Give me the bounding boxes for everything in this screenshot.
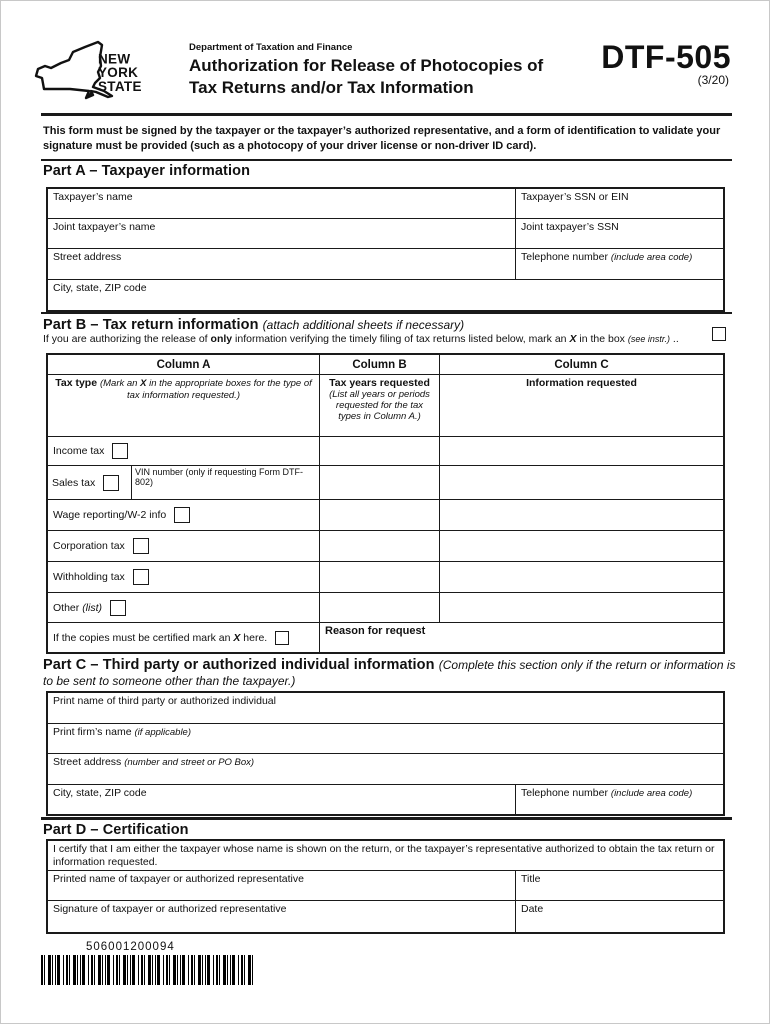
income-tax-row-label-cell [48,437,320,465]
part-c-heading-text: Part C – Third party or authorized individual information [43,657,439,673]
title-label: Title [521,873,541,885]
telephone-label: Telephone number [521,251,611,263]
third-party-phone-label: Telephone number [521,787,611,799]
vin-number-label: VIN number (only if requesting Form DTF-802) [135,467,304,487]
part-d-heading: Part D – Certification [43,822,189,838]
certified-copies-label [53,632,267,644]
tax-type-desc-i1: (Mark an [99,378,141,389]
joint-taxpayer-name-label: Joint taxpayer’s name [53,221,156,233]
taxpayer-ssn-label: Taxpayer’s SSN or EIN [521,191,629,203]
printed-name-label: Printed name of taxpayer or authorized representative [53,873,304,885]
sales-tax-label-box [48,466,131,499]
part-d-divider [41,817,732,820]
tax-type-column-description [48,375,320,436]
title-field[interactable] [516,871,723,900]
department-name: Department of Taxation and Finance [189,42,353,53]
header-divider [41,113,732,116]
part-b-table [46,353,725,654]
withholding-tax-years-field[interactable] [320,562,440,592]
timely-filing-only-checkbox[interactable] [712,327,726,341]
form-number: DTF-505 [601,39,731,75]
wage-reporting-row-label-cell [48,500,320,530]
form-title [189,55,543,98]
sales-tax-checkbox[interactable] [103,475,119,491]
city-state-zip-label: City, state, ZIP code [53,282,147,294]
joint-taxpayer-ssn-label: Joint taxpayer’s SSN [521,221,619,233]
corporation-info-requested-field[interactable] [440,531,723,561]
taxpayer-ssn-field[interactable] [516,189,723,218]
income-tax-checkbox[interactable] [112,443,128,459]
part-b-heading-note: (attach additional sheets if necessary) [262,318,465,332]
barcode [41,955,255,985]
form-title-line2: Tax Returns and/or Tax Information [189,77,474,97]
tax-type-desc-bold: Tax type [55,377,100,389]
tax-years-desc-italic: (List all years or periods requested for the tax types in Column A.) [329,389,430,422]
tax-years-column-description [320,375,440,436]
certification-statement: I certify that I am either the taxpayer whose name is shown on the return, or the taxpayer’s representative authorized to obtain the tax return or information requested. [53,843,715,868]
part-b-instruction-text3: in the box [576,333,628,345]
taxpayer-name-label: Taxpayer’s name [53,191,133,203]
part-b-divider [41,312,732,314]
income-info-requested-field[interactable] [440,437,723,465]
logo-line-state: STATE [98,78,142,95]
certified-text1: If the copies must be certified mark an [53,631,234,644]
part-c-heading-note: (Complete this section only if the return or information is to be sent to someone other than the taxpayer.) [43,658,736,688]
part-a-table [46,187,725,312]
column-b-header: Column B [320,355,440,374]
other-tax-label-italic: (list) [82,601,103,614]
corporation-tax-years-field[interactable] [320,531,440,561]
sales-tax-years-field[interactable] [320,466,440,499]
telephone-label-note: (include area code) [610,252,693,263]
street-address-field[interactable] [48,249,516,279]
part-b-instruction-text: If you are authorizing the release of [43,333,211,345]
firm-name-note: (if applicable) [134,727,191,738]
signature-field[interactable] [48,901,516,932]
part-d-table [46,839,725,934]
firm-name-field[interactable] [48,724,723,753]
third-party-name-field[interactable] [48,693,723,723]
third-party-street-note: (number and street or PO Box) [124,757,255,768]
sales-tax-label: Sales tax [52,476,96,489]
telephone-field[interactable] [516,249,723,279]
third-party-phone-note: (include area code) [610,788,693,799]
withholding-tax-row-label-cell [48,562,320,592]
reason-for-request-field[interactable] [320,623,723,652]
sales-info-requested-field[interactable] [440,466,723,499]
tax-years-desc-bold: Tax years requested [329,377,430,389]
city-state-zip-field[interactable] [48,280,723,310]
third-party-phone-field[interactable] [516,785,723,814]
wage-reporting-label: Wage reporting/W-2 info [53,509,167,521]
information-requested-column-description [440,375,723,436]
form-revision: (3/20) [697,73,729,87]
joint-taxpayer-ssn-field[interactable] [516,219,723,248]
certified-copies-checkbox[interactable] [275,631,289,645]
column-a-header: Column A [48,355,320,374]
third-party-street-field[interactable] [48,754,723,784]
form-title-line1: Authorization for Release of Photocopies of [189,56,544,75]
withholding-info-requested-field[interactable] [440,562,723,592]
withholding-tax-checkbox[interactable] [133,569,149,585]
other-tax-years-field[interactable] [320,593,440,622]
withholding-tax-label: Withholding tax [53,571,125,583]
corporation-tax-checkbox[interactable] [133,538,149,554]
printed-name-field[interactable] [48,871,516,900]
wage-tax-years-field[interactable] [320,500,440,530]
corporation-tax-label: Corporation tax [53,540,125,552]
income-tax-years-field[interactable] [320,437,440,465]
vin-number-field[interactable] [131,466,319,499]
taxpayer-name-field[interactable] [48,189,516,218]
other-tax-label-text: Other [53,601,83,614]
part-b-heading [43,316,464,334]
signature-label: Signature of taxpayer or authorized representative [53,903,287,915]
column-c-header: Column C [554,358,609,371]
sales-tax-row-label-cell [48,466,320,499]
street-address-label: Street address [53,251,122,263]
other-tax-row-label-cell [48,593,320,622]
other-tax-checkbox[interactable] [110,600,126,616]
part-b-instruction-x: X [569,333,577,345]
tax-type-desc-i2: in the appropriate boxes for the type of tax information requested.) [126,378,312,401]
logo-wordmark [98,52,142,93]
part-b-instruction-see-instr: (see instr.) [627,334,671,344]
certified-x: X [233,631,241,644]
info-requested-desc-bold: Information requested [526,377,637,389]
part-b-instruction-only: only [210,333,233,345]
tax-type-desc-x: X [140,378,147,389]
firm-name-label: Print firm’s name [53,726,135,738]
joint-taxpayer-name-field[interactable] [48,219,516,248]
part-b-instruction-text2: information verifying the timely filing of tax returns listed below, mark an [232,333,570,345]
other-tax-label [53,602,102,614]
income-tax-label: Income tax [53,445,105,457]
other-info-requested-field[interactable] [440,593,723,622]
wage-info-requested-field[interactable] [440,500,723,530]
logo-line-york: YORK [98,64,139,81]
third-party-city-label: City, state, ZIP code [53,787,147,799]
certified-text2: here. [240,631,268,644]
third-party-street-label: Street address [53,756,125,768]
reason-for-request-label: Reason for request [325,625,426,637]
part-b-instruction-dots: .. [670,333,679,345]
third-party-name-label: Print name of third party or authorized individual [53,695,276,707]
signature-requirement-note: This form must be signed by the taxpayer or the taxpayer’s authorized representative, and a form of identification to validate your signature must be provided (such as a photocopy of your driver license or non-driver ID card). [43,125,721,152]
part-c-heading [43,657,738,689]
part-b-instruction [43,333,711,345]
wage-reporting-checkbox[interactable] [174,507,190,523]
part-a-divider [41,159,732,161]
certified-copies-cell [48,623,320,652]
third-party-city-field[interactable] [48,785,516,814]
corporation-tax-row-label-cell [48,531,320,561]
part-c-table [46,691,725,816]
logo-line-new: NEW [98,50,131,67]
barcode-number: 506001200094 [86,941,175,953]
date-label: Date [521,903,544,915]
part-b-heading-text: Part B – Tax return information [43,317,263,333]
date-field[interactable] [516,901,723,932]
part-a-heading: Part A – Taxpayer information [43,163,251,179]
